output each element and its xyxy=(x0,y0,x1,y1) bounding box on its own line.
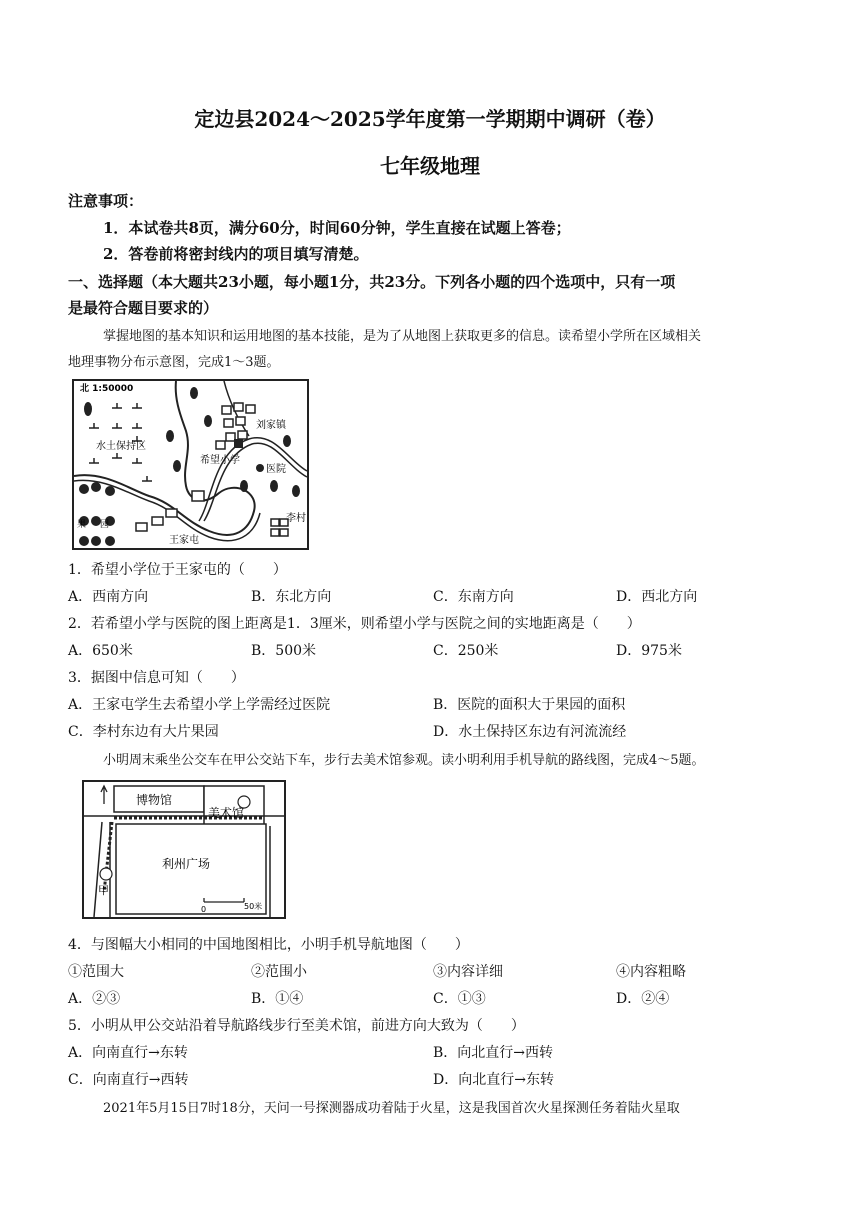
question-5: 5．小明从甲公交站沿着导航路线步行至美术馆，前进方向大致为（ ） xyxy=(68,1018,525,1034)
wangjia-buildings xyxy=(136,509,177,531)
section-heading: 一、选择题（本大题共23小题，每小题1分，共23分。下列各小题的四个选项中，只有一项 xyxy=(68,273,676,291)
statement: ②范围小 xyxy=(251,964,307,980)
intro-text-2: 小明周末乘坐公交车在甲公交站下车，步行去美术馆参观。读小明利用手机导航的路线图，完成4～5题。 xyxy=(103,753,705,768)
road-west-outer xyxy=(94,822,102,917)
option: A．王家屯学生去希望小学上学需经过医院 xyxy=(68,697,331,713)
question-2: 2．若希望小学与医院的图上距离是1．3厘米，则希望小学与医院之间的实地距离是（ ） xyxy=(68,616,641,632)
label-square: 利州广场 xyxy=(162,857,211,871)
page-subtitle: 七年级地理 xyxy=(380,154,480,178)
notice-item: 2．答卷前将密封线内的项目填写清楚。 xyxy=(103,245,369,263)
option: D．向北直行→东转 xyxy=(433,1072,554,1088)
navigation-map-drawing xyxy=(84,782,284,917)
label-station: 甲 xyxy=(98,884,109,897)
label-museum: 博物馆 xyxy=(136,793,173,807)
option: B．500米 xyxy=(251,643,317,659)
statement: ③内容详细 xyxy=(433,964,503,980)
label-art: 美术馆 xyxy=(208,806,245,820)
nav-route-west xyxy=(104,822,112,892)
page-title: 定边县2024～2025学年度第一学期期中调研（卷） xyxy=(194,107,666,131)
intro-text-cont: 地理事物分布示意图，完成1～3题。 xyxy=(68,355,280,370)
label-soil: 水土保持区 xyxy=(96,441,146,452)
north-arrow-icon xyxy=(101,786,107,804)
label-orchard-b: 园 xyxy=(100,520,110,530)
question-4: 4．与图幅大小相同的中国地图相比，小明手机导航地图（ ） xyxy=(68,937,469,953)
label-hospital: 医院 xyxy=(266,464,286,475)
map-scale: 北 1:50000 xyxy=(80,384,134,394)
option: A．②③ xyxy=(68,991,121,1007)
option: D．西北方向 xyxy=(616,589,698,605)
option: C．向南直行→西转 xyxy=(68,1072,189,1088)
option: C．东南方向 xyxy=(433,589,514,605)
notice-item: 1．本试卷共8页，满分60分，时间60分钟，学生直接在试题上答卷； xyxy=(103,219,571,237)
option: C．李村东边有大片果园 xyxy=(68,724,219,740)
option: C．①③ xyxy=(433,991,486,1007)
intro-text-3: 2021年5月15日7时18分，天问一号探测器成功着陆于火星，这是我国首次火星探测任务着陆火星取 xyxy=(103,1101,680,1116)
option: D．975米 xyxy=(616,643,682,659)
section-heading-cont: 是最符合题目要求的） xyxy=(68,299,219,317)
option: B．医院的面积大于果园的面积 xyxy=(433,697,626,713)
option: B．向北直行→西转 xyxy=(433,1045,554,1061)
label-licun: 李村 xyxy=(286,513,306,524)
statement: ④内容粗略 xyxy=(616,964,686,980)
question-3: 3．据图中信息可知（ ） xyxy=(68,670,245,686)
scale-length: 50米 xyxy=(244,902,263,911)
question-1: 1．希望小学位于王家屯的（ ） xyxy=(68,562,287,578)
school-marker xyxy=(234,439,243,448)
option: D．水土保持区东边有河流流经 xyxy=(433,724,627,740)
road xyxy=(199,438,307,521)
option: A．650米 xyxy=(68,643,133,659)
label-liujia: 刘家镇 xyxy=(256,420,286,431)
region-map-drawing xyxy=(74,381,307,548)
label-school: 希望小学 xyxy=(200,455,240,466)
option: B．东北方向 xyxy=(251,589,332,605)
statement: ①范围大 xyxy=(68,964,124,980)
intro-text: 掌握地图的基本知识和运用地图的基本技能，是为了从地图上获取更多的信息。读希望小学所在区域相关 xyxy=(103,329,702,344)
region-map xyxy=(72,379,309,550)
option: C．250米 xyxy=(433,643,499,659)
notice-heading: 注意事项： xyxy=(68,192,144,210)
hospital-marker xyxy=(256,464,264,472)
option: A．向南直行→东转 xyxy=(68,1045,188,1061)
bus-stop-icon xyxy=(100,868,112,880)
option: D．②④ xyxy=(616,991,670,1007)
label-wangjia: 王家屯 xyxy=(169,535,199,546)
option: A．西南方向 xyxy=(68,589,149,605)
label-orchard-a: 果 xyxy=(77,520,87,530)
scale-zero: 0 xyxy=(201,905,207,914)
navigation-map xyxy=(82,780,286,919)
bridge xyxy=(192,491,204,501)
option: B．①④ xyxy=(251,991,304,1007)
